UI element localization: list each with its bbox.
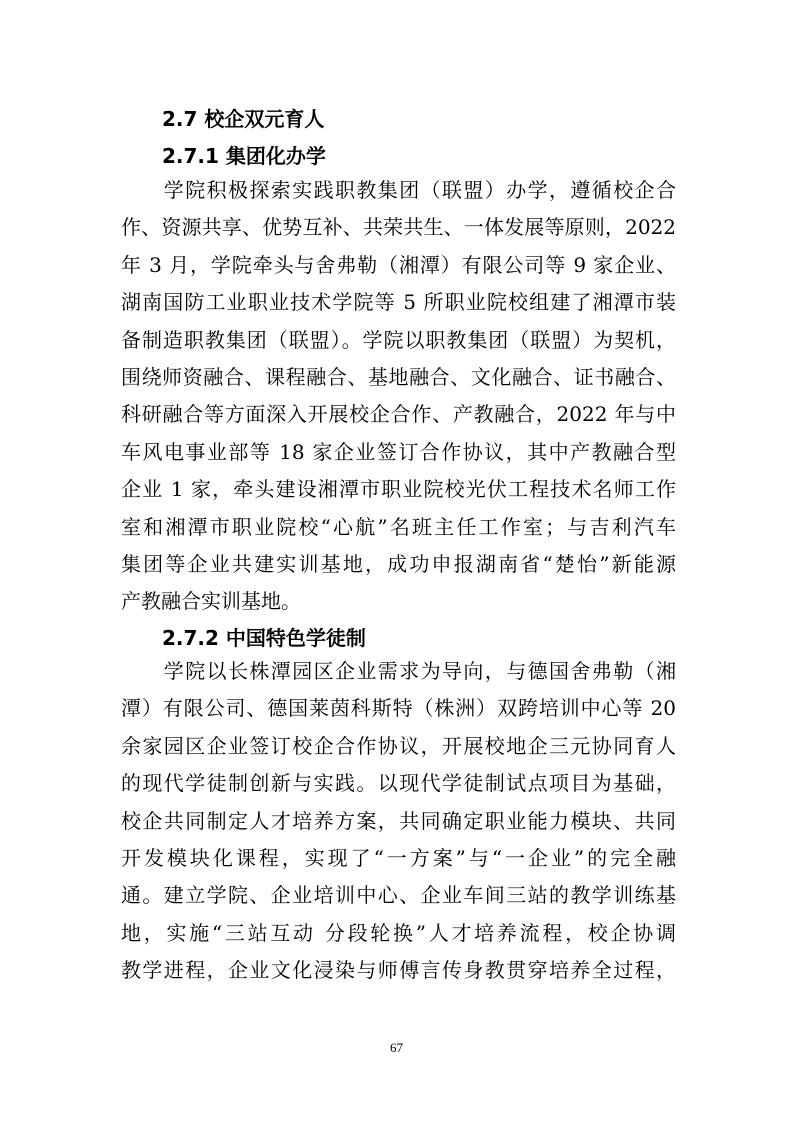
paragraph-line: 校企共同制定人才培养方案，共同确定职业能力模块、共同 bbox=[121, 808, 676, 833]
paragraph-line: 围绕师资融合、课程融合、基地融合、文化融合、证书融合、 bbox=[121, 364, 676, 389]
section-heading: 2.7 校企双元育人 bbox=[162, 107, 325, 131]
paragraph-line: 作、资源共享、优势互补、共荣共生、一体发展等原则，2022 bbox=[121, 215, 676, 240]
paragraph-line: 余家园区企业签订校企合作协议，开展校地企三元协同育人 bbox=[121, 733, 676, 758]
paragraph-line: 科研融合等方面深入开展校企合作、产教融合，2022 年与中 bbox=[121, 402, 676, 427]
subsection-heading-group-schooling: 2.7.1 集团化办学 bbox=[162, 144, 326, 168]
paragraph-line: 湖南国防工业职业技术学院等 5 所职业院校组建了湘潭市装 bbox=[121, 290, 676, 315]
paragraph-line: 地，实施“三站互动 分段轮换”人才培养流程，校企协调 bbox=[121, 920, 676, 945]
paragraph-line: 开发模块化课程，实现了“一方案”与“一企业”的完全融 bbox=[121, 845, 676, 870]
paragraph-line: 企业 1 家，牵头建设湘潭市职业院校光伏工程技术名师工作 bbox=[121, 477, 676, 502]
page-number: 67 bbox=[390, 1040, 403, 1055]
paragraph-line: 通。建立学院、企业培训中心、企业车间三站的教学训练基 bbox=[121, 883, 676, 908]
paragraph-apprenticeship bbox=[121, 653, 676, 990]
paragraph-line: 备制造职教集团（联盟）。学院以职教集团（联盟）为契机， bbox=[121, 327, 676, 352]
paragraph-line: 室和湘潭市职业院校“心航”名班主任工作室；与吉利汽车 bbox=[121, 514, 676, 539]
paragraph-line: 产教融合实训基地。 bbox=[121, 589, 301, 614]
subsection-heading-apprenticeship: 2.7.2 中国特色学徒制 bbox=[162, 626, 366, 650]
paragraph-line: 年 3 月，学院牵头与舍弗勒（湘潭）有限公司等 9 家企业、 bbox=[121, 252, 676, 277]
paragraph-line: 学院积极探索实践职教集团（联盟）办学，遵循校企合 bbox=[121, 178, 676, 202]
paragraph-line: 集团等企业共建实训基地，成功申报湖南省“楚怡”新能源 bbox=[121, 551, 676, 576]
paragraph-line: 车风电事业部等 18 家企业签订合作协议，其中产教融合型 bbox=[121, 439, 676, 464]
paragraph-line: 潭）有限公司、德国莱茵科斯特（株洲）双跨培训中心等 20 bbox=[121, 696, 676, 721]
paragraph-group-schooling bbox=[121, 172, 676, 621]
paragraph-line: 学院以长株潭园区企业需求为导向，与德国舍弗勒（湘 bbox=[121, 659, 676, 683]
paragraph-line: 教学进程，企业文化浸染与师傅言传身教贯穿培养全过程， bbox=[121, 958, 676, 983]
paragraph-line: 的现代学徒制创新与实践。以现代学徒制试点项目为基础， bbox=[121, 771, 676, 796]
